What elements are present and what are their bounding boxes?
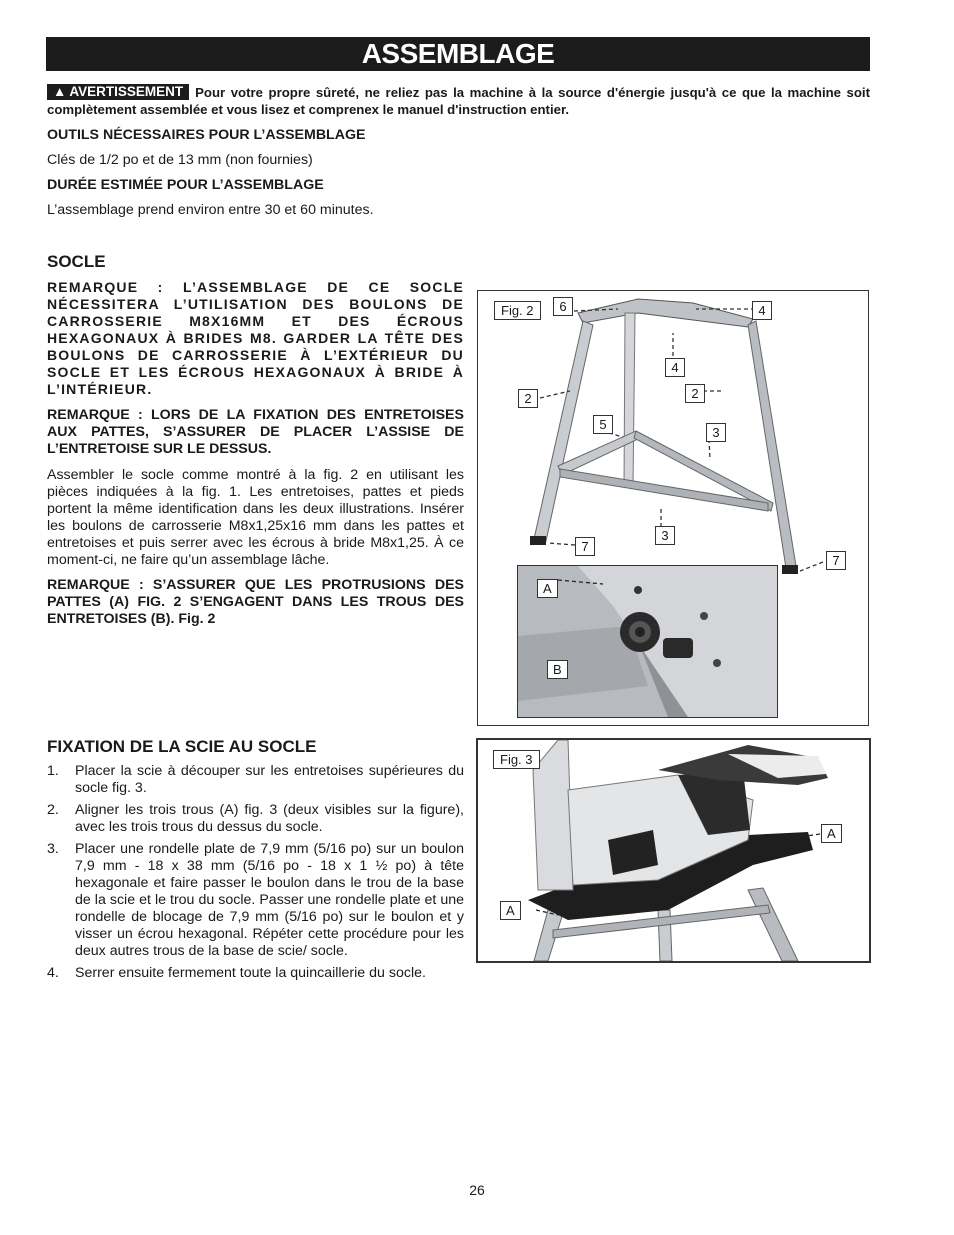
socle-note-3: REMARQUE : S’ASSURER QUE LES PROTRUSIONS DES PATTES (A) FIG. 2 S’ENGAGENT DANS LES TROUS DES ENTRETOISES (B). Fig. 2: [47, 577, 464, 627]
list-item: 2. Aligner les trois trous (A) fig. 3 (deux visibles sur la figure), avec les trois trous du dessus du socle.: [47, 802, 464, 835]
fig2-callout: 7: [826, 551, 846, 570]
warning-paragraph: [47, 84, 870, 118]
fig2-label: Fig. 2: [494, 301, 541, 320]
fig2-callout: 4: [752, 301, 772, 320]
tools-text: Clés de 1/2 po et de 13 mm (non fournies): [47, 152, 313, 168]
list-item: 3. Placer une rondelle plate de 7,9 mm (5/16 po) sur un boulon 7,9 mm - 18 x 38 mm (5/16 po - 18 x 1 ½ po) à tête hexagonale et faire passer le boulon dans le trou de la base de la scie et le trou du socle. Passer une rondelle plate et une rondelle de blocage de 7,9 mm (5/16 po) sur le boulon et y visser un écrou hexagonal. Répéter cette procédure pour les deux autres trous de la base de scie/ socle.: [47, 841, 464, 959]
fig2-callout: 6: [553, 297, 573, 316]
fixation-heading: FIXATION DE LA SCIE AU SOCLE: [47, 737, 317, 756]
figure-2: [477, 290, 869, 726]
fig2-callout: 2: [518, 389, 538, 408]
socle-body: Assembler le socle comme montré à la fig. 2 en utilisant les pièces indiquées à la fig. 1. Les entretoises, pattes et pieds portent la même identification dans les deux illustrations. Insérer les boulons de carrosserie M8x1,25x16 mm dans les pattes et entretoises et puis serrer avec les écrous à bride M8x1,25. À ce moment-ci, ne faire qu’un assemblage lâche.: [47, 467, 464, 568]
figure-3: [476, 738, 871, 963]
inset-callout: B: [547, 660, 568, 679]
fig3-callout: A: [821, 824, 842, 843]
socle-heading: SOCLE: [47, 252, 106, 271]
fig2-callout: 3: [655, 526, 675, 545]
fig3-callout: A: [500, 901, 521, 920]
fig2-inset-photo: [517, 565, 778, 718]
socle-note-1: REMARQUE : L’ASSEMBLAGE DE CE SOCLE NÉCESSITERA L’UTILISATION DES BOULONS DE CARROSSERIE M8X16MM ET DES ÉCROUS HEXAGONAUX À BRIDES M8. GARDER LA TÊTE DES BOULONS DE CARROSSERIE À L’EXTÉRIEUR DU SOCLE ET LES ÉCROUS HEXAGONAUX À BRIDE À L’INTÉRIEUR.: [47, 279, 464, 397]
time-heading: DURÉE ESTIMÉE POUR L’ASSEMBLAGE: [47, 177, 324, 193]
fig3-label: Fig. 3: [493, 750, 540, 769]
fig2-callout: 4: [665, 358, 685, 377]
page-title: ASSEMBLAGE: [46, 37, 870, 71]
page-number: 26: [469, 1182, 485, 1198]
warning-badge: ▲ AVERTISSEMENT: [47, 84, 189, 100]
socle-note-2: REMARQUE : LORS DE LA FIXATION DES ENTRETOISES AUX PATTES, S’ASSURER DE PLACER L’ASSISE DE L’ENTRETOISE SUR LE DESSUS.: [47, 407, 464, 457]
inset-callout: A: [537, 579, 558, 598]
list-item: 4. Serrer ensuite fermement toute la quincaillerie du socle.: [47, 965, 426, 981]
time-text: L’assemblage prend environ entre 30 et 60 minutes.: [47, 202, 374, 218]
fixation-steps: [47, 763, 464, 987]
warning-triangle-icon: ▲: [53, 84, 67, 99]
fig2-callout: 7: [575, 537, 595, 556]
fig2-callout: 2: [685, 384, 705, 403]
saw-on-stand-illustration: [478, 740, 869, 961]
fig2-callout: 3: [706, 423, 726, 442]
list-item: 1. Placer la scie à découper sur les entretoises supérieures du socle fig. 3.: [47, 763, 464, 796]
warning-text: Pour votre propre sûreté, ne reliez pas la machine à la source d'énergie jusqu'à ce que la machine soit complètement assemblée et vous lisez et comprenex le manuel d'instruction entier.: [47, 85, 870, 117]
fig2-callout: 5: [593, 415, 613, 434]
tools-heading: OUTILS NÉCESSAIRES POUR L’ASSEMBLAGE: [47, 127, 366, 143]
